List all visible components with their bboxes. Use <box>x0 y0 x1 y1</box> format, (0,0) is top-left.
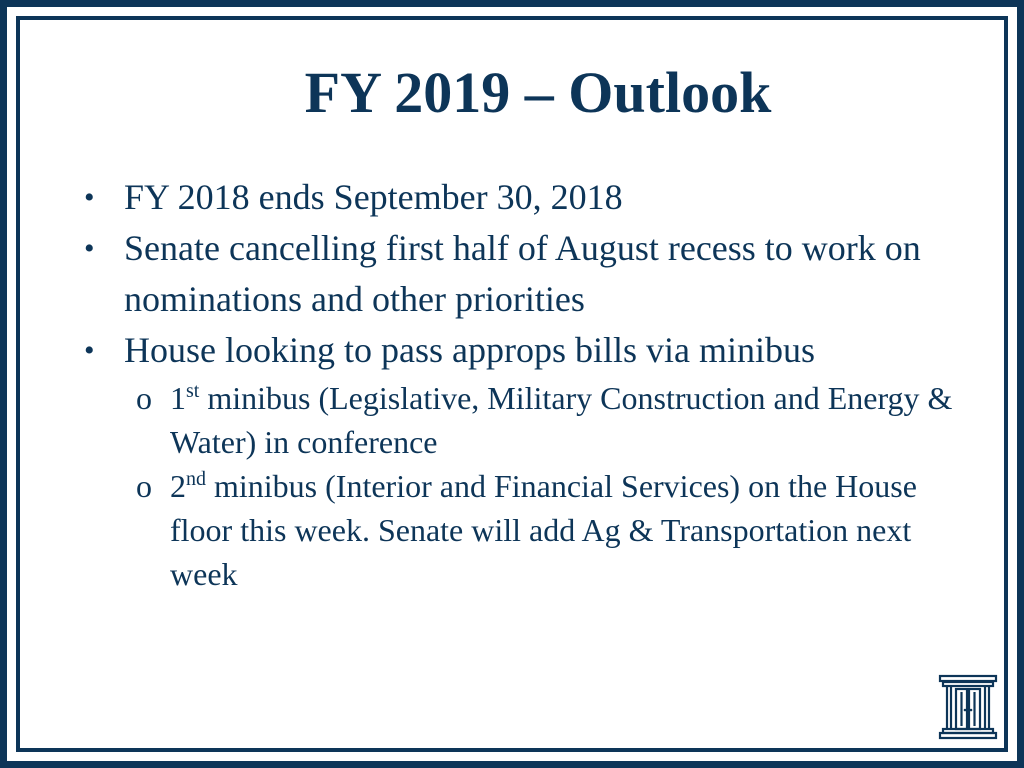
capitol-building-icon <box>938 674 998 740</box>
bullet-text: House looking to pass approps bills via minibus <box>124 330 815 370</box>
sub-bullet-item <box>84 464 964 596</box>
slide-title: FY 2019 – Outlook <box>304 60 772 125</box>
bullet-marker: • <box>84 334 95 367</box>
bullet-marker: • <box>84 181 95 214</box>
sub-bullet-ordinal: 2 <box>170 468 186 504</box>
sub-bullet-marker: o <box>136 380 152 416</box>
sub-bullet-ordinal: 1 <box>170 380 186 416</box>
sub-bullet-text: minibus (Legislative, Military Construction and Energy & Water) in conference <box>170 380 953 460</box>
bullet-item <box>84 325 964 376</box>
bullet-item <box>84 172 964 223</box>
sub-bullet-ordinal-suffix: nd <box>186 468 206 490</box>
bullet-list <box>84 172 964 596</box>
bullet-item <box>84 223 964 325</box>
sub-bullet-text: minibus (Interior and Financial Services) on the House floor this week. Senate will add Ag & Transportation next week <box>170 468 917 592</box>
sub-bullet-item <box>84 376 964 464</box>
sub-bullet-ordinal-suffix: st <box>186 380 200 402</box>
bullet-text: Senate cancelling first half of August recess to work on nominations and other priorities <box>124 228 921 319</box>
bullet-marker: • <box>84 232 95 265</box>
bullet-text: FY 2018 ends September 30, 2018 <box>124 177 623 217</box>
sub-bullet-marker: o <box>136 468 152 504</box>
